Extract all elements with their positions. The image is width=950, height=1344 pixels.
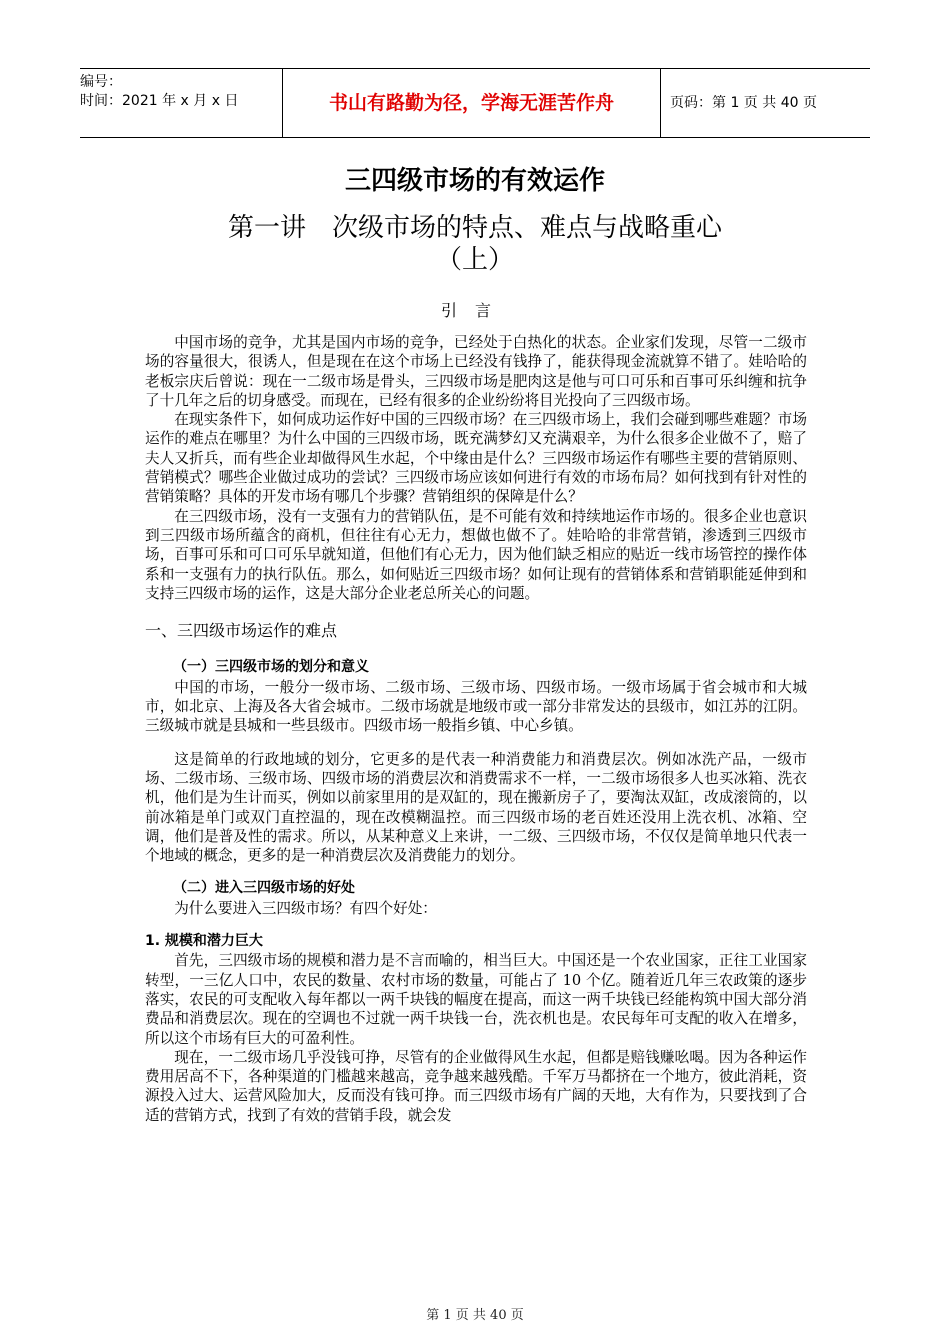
intro-heading: 引言 — [440, 301, 509, 320]
subsection-heading: （一）三四级市场的划分和意义 — [173, 659, 369, 676]
paragraph: 在三四级市场，没有一支强有力的营销队伍，是不可能有效和持续地运作市场的。很多企业也意识到三四级市场所蕴含的商机，但往往有心无力，想做也做不了。娃哈哈的非常营销，渗透到三四级市场，百事可乐和可口可乐早就知道，但他们有心无力，因为他们缺乏相应的贴近一线市场管控的操作体系和一支强有力的执行队伍。那么，如何贴近三四级市场？如何让现有的营销体系和营销职能延伸到和支持三四级市场的运作，这是大部分企业老总所关心的问题。 — [145, 507, 807, 602]
subtitle-line-1: 第一讲 次级市场的特点、难点与战略重心 — [227, 213, 722, 243]
paragraph: 中国市场的竞争，尤其是国内市场的竞争，已经处于白热化的状态。企业家们发现，尽管一二级市场的容量很大，很诱人，但是现在在这个市场上已经没有钱挣了，能获得现金流就算不错了。娃哈哈的老板宗庆后曾说：现在一二级市场是骨头，三四级市场是肥肉这是他与可口可乐和百事可乐纠缠和抗争了十几年之后的切身感受。而现在，已经有很多的企业纷纷将目光投向了三四级市场。 — [145, 334, 807, 409]
item-heading: 1. 规模和潜力巨大 — [145, 933, 263, 950]
section-heading: 一、三四级市场运作的难点 — [145, 621, 338, 641]
page-footer: 第 1 页 共 40 页 — [426, 1308, 524, 1323]
subsection-heading: （二）进入三四级市场的好处 — [173, 880, 355, 897]
paragraph: 这是简单的行政地域的划分，它更多的是代表一种消费能力和消费层次。例如冰洗产品，一级市场、二级市场、三级市场、四级市场的消费层次和消费需求不一样，一二级市场很多人也买冰箱、洗衣机，他们是为生计而买，例如以前家里用的是双缸的，现在搬新房子了，要淘汰双缸，改成滚筒的，以前冰箱是单门或双门直控温的，现在改模糊温控。而三四级市场的老百姓还没用上洗衣机、冰箱、空调，他们是普及性的需求。所以，从某种意义上来讲，一二级、三四级市场，不仅仅是简单地只代表一个地域的概念，更多的是一种消费层次及消费能力的划分。 — [145, 750, 807, 865]
paragraph: 首先，三四级市场的规模和潜力是不言而喻的，相当巨大。中国还是一个农业国家，正往工业国家转型，一三亿人口中，农民的数量、农村市场的数量，可能占了 10 个亿。随着近几年三农政策的逐步落实，农民的可支配收入每年都以一两千块钱的幅度在提高，而这一两千块钱已经能构筑中国大部分消费品和消费层次。现在的空调也不过就一两千块钱一台，洗衣机也是。农民每年可支配的收入在增多，所以这个市场有巨大的可盈利性。 — [145, 952, 807, 1047]
subtitle-line-2: （上） — [435, 245, 514, 275]
document-title: 三四级市场的有效运作 — [344, 166, 605, 196]
paragraph: 为什么要进入三四级市场？有四个好处： — [174, 899, 437, 917]
header-motto: 书山有路勤为径，学海无涯苦作舟 — [282, 69, 661, 137]
time-label: 时间：2021 年 x 月 x 日 — [80, 93, 239, 109]
paragraph: 现在，一二级市场几乎没钱可挣，尽管有的企业做得风生水起，但都是赔钱赚吆喝。因为各种运作费用居高不下，各种渠道的门槛越来越高，竞争越来越残酷。千军万马都挤在一个地方，彼此消耗，资源投入过大、运营风险加大，反而没有钱可挣。而三四级市场有广阔的天地，大有作为，只要找到了合适的营销方式，找到了有效的营销手段，就会发 — [145, 1048, 807, 1124]
document-subtitle — [80, 212, 870, 276]
number-label: 编号： — [80, 74, 122, 90]
document-body — [145, 333, 807, 1125]
paragraph: 中国的市场，一般分一级市场、二级市场、三级市场、四级市场。一级市场属于省会城市和大城市，如北京、上海及各大省会城市。二级市场就是地级市或一部分非常发达的县级市，如江苏的江阴。三级城市就是县城和一些县级市。四级市场一般指乡镇、中心乡镇。 — [145, 678, 807, 735]
header-meta — [80, 69, 280, 141]
header-page-info: 页码：第 1 页 共 40 页 — [670, 95, 817, 111]
page-header — [80, 68, 870, 138]
paragraph: 在现实条件下，如何成功运作好中国的三四级市场？在三四级市场上，我们会碰到哪些难题？市场运作的难点在哪里？为什么中国的三四级市场，既充满梦幻又充满艰辛，为什么很多企业做不了，赔了夫人又折兵，而有些企业却做得风生水起，个中缘由是什么？三四级市场运作有哪些主要的营销原则、营销模式？哪些企业做过成功的尝试？三四级市场应该如何进行有效的市场布局？如何找到有针对性的营销策略？具体的开发市场有哪几个步骤？营销组织的保障是什么？ — [145, 411, 807, 506]
